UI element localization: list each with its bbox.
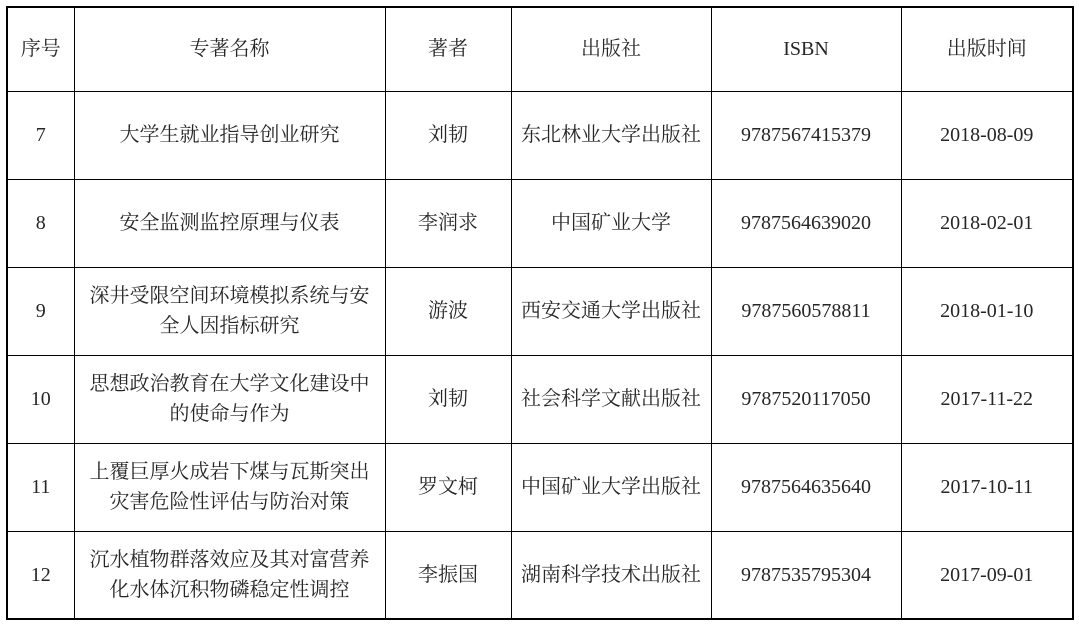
cell-publisher: 西安交通大学出版社 — [511, 267, 711, 355]
cell-isbn: 9787520117050 — [711, 355, 901, 443]
cell-index: 10 — [7, 355, 74, 443]
cell-index: 8 — [7, 179, 74, 267]
cell-author: 刘韧 — [385, 355, 511, 443]
cell-title: 安全监测监控原理与仪表 — [74, 179, 385, 267]
cell-index: 12 — [7, 531, 74, 619]
header-row — [7, 7, 1073, 91]
cell-isbn: 9787560578811 — [711, 267, 901, 355]
cell-publisher: 社会科学文献出版社 — [511, 355, 711, 443]
cell-publisher: 中国矿业大学出版社 — [511, 443, 711, 531]
cell-index: 11 — [7, 443, 74, 531]
cell-publisher: 湖南科学技术出版社 — [511, 531, 711, 619]
cell-title: 大学生就业指导创业研究 — [74, 91, 385, 179]
cell-date: 2017-10-11 — [901, 443, 1073, 531]
cell-index: 7 — [7, 91, 74, 179]
cell-title: 深井受限空间环境模拟系统与安全人因指标研究 — [74, 267, 385, 355]
cell-date: 2018-08-09 — [901, 91, 1073, 179]
table-row — [7, 355, 1073, 443]
cell-title: 沉水植物群落效应及其对富营养化水体沉积物磷稳定性调控 — [74, 531, 385, 619]
cell-author: 刘韧 — [385, 91, 511, 179]
publications-table — [6, 6, 1074, 620]
table-row — [7, 179, 1073, 267]
cell-title: 上覆巨厚火成岩下煤与瓦斯突出灾害危险性评估与防治对策 — [74, 443, 385, 531]
column-header-publisher: 出版社 — [511, 7, 711, 91]
cell-author: 罗文柯 — [385, 443, 511, 531]
cell-date: 2017-11-22 — [901, 355, 1073, 443]
column-header-date: 出版时间 — [901, 7, 1073, 91]
table-body — [7, 91, 1073, 619]
column-header-index: 序号 — [7, 7, 74, 91]
cell-isbn: 9787567415379 — [711, 91, 901, 179]
cell-date: 2018-01-10 — [901, 267, 1073, 355]
table-row — [7, 531, 1073, 619]
cell-isbn: 9787564639020 — [711, 179, 901, 267]
table-row — [7, 91, 1073, 179]
table-row — [7, 443, 1073, 531]
column-header-title: 专著名称 — [74, 7, 385, 91]
column-header-isbn: ISBN — [711, 7, 901, 91]
cell-author: 游波 — [385, 267, 511, 355]
cell-date: 2017-09-01 — [901, 531, 1073, 619]
cell-author: 李润求 — [385, 179, 511, 267]
cell-isbn: 9787564635640 — [711, 443, 901, 531]
cell-isbn: 9787535795304 — [711, 531, 901, 619]
column-header-author: 著者 — [385, 7, 511, 91]
cell-publisher: 东北林业大学出版社 — [511, 91, 711, 179]
cell-author: 李振国 — [385, 531, 511, 619]
cell-publisher: 中国矿业大学 — [511, 179, 711, 267]
cell-date: 2018-02-01 — [901, 179, 1073, 267]
cell-title: 思想政治教育在大学文化建设中的使命与作为 — [74, 355, 385, 443]
table-row — [7, 267, 1073, 355]
cell-index: 9 — [7, 267, 74, 355]
